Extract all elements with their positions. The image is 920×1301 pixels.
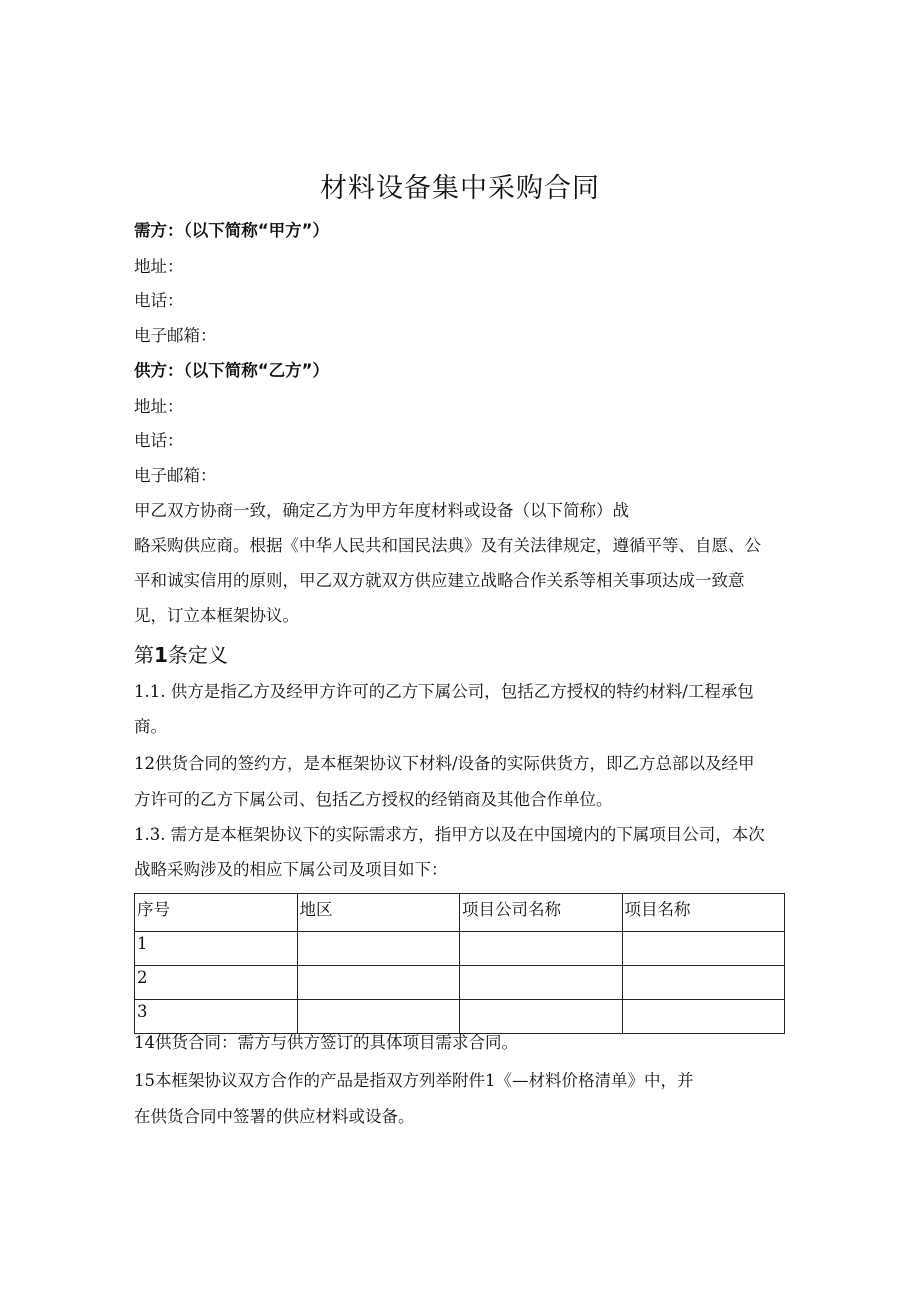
section-1-prefix: 第	[134, 643, 154, 667]
clause-1-1-line: 1.1. 供方是指乙方及经甲方许可的乙方下属公司，包括乙方授权的特约材料/工程承包	[134, 682, 754, 701]
seller-email: 电子邮箱：	[134, 466, 217, 485]
table-cell: 1	[135, 932, 298, 966]
intro-paragraph-line: 甲乙双方协商一致，确定乙方为甲方年度材料或设备（以下简称）战	[134, 501, 629, 520]
seller-phone: 电话：	[134, 431, 184, 450]
clause-1-2-line: 12供货合同的签约方，是本框架协议下材料/设备的实际供货方，即乙方总部以及经甲	[134, 754, 755, 773]
table-cell	[622, 966, 785, 1000]
intro-paragraph-line: 见，订立本框架协议。	[134, 606, 299, 625]
clause-1-2-line: 方许可的乙方下属公司、包括乙方授权的经销商及其他合作单位。	[134, 790, 613, 809]
table-header-cell: 项目公司名称	[460, 894, 623, 932]
seller-heading: 供方：（以下简称“乙方”）	[134, 361, 329, 380]
section-1-number: 1	[154, 643, 168, 667]
table-cell: 3	[135, 1000, 298, 1034]
clause-1-5-line: 在供货合同中签署的供应材料或设备。	[134, 1107, 415, 1126]
table-cell	[460, 932, 623, 966]
table-header-cell: 序号	[135, 894, 298, 932]
intro-paragraph-line: 略采购供应商。根据《中华人民共和国民法典》及有关法律规定，遵循平等、自愿、公	[134, 536, 761, 555]
table-cell	[622, 1000, 785, 1034]
document-title: 材料设备集中采购合同	[320, 173, 600, 204]
table-row	[135, 932, 785, 966]
section-1-suffix: 条定义	[167, 643, 228, 667]
clause-1-1-line: 商。	[134, 717, 167, 736]
buyer-heading: 需方：（以下简称“甲方”）	[134, 221, 329, 240]
buyer-address: 地址：	[134, 257, 184, 276]
table-header-row	[135, 894, 785, 932]
project-table	[134, 893, 785, 1034]
buyer-email: 电子邮箱：	[134, 326, 217, 345]
clause-1-3-line: 1.3. 需方是本框架协议下的实际需求方，指甲方以及在中国境内的下属项目公司，本次	[134, 825, 765, 844]
table-cell	[460, 966, 623, 1000]
clause-1-4: 14供货合同：需方与供方签订的具体项目需求合同。	[134, 1033, 518, 1052]
table-cell	[297, 932, 460, 966]
intro-paragraph-line: 平和诚实信用的原则，甲乙双方就双方供应建立战略合作关系等相关事项达成一致意	[134, 571, 745, 590]
table-cell: 2	[135, 966, 298, 1000]
table-cell	[622, 932, 785, 966]
buyer-phone: 电话：	[134, 291, 184, 310]
table-row	[135, 966, 785, 1000]
section-1-heading	[134, 639, 228, 668]
clause-1-5-line: 15本框架协议双方合作的产品是指双方列举附件1《—材料价格清单》中，并	[134, 1071, 694, 1090]
table-header-cell: 地区	[297, 894, 460, 932]
seller-address: 地址：	[134, 397, 184, 416]
table-header-cell: 项目名称	[622, 894, 785, 932]
clause-1-3-line: 战略采购涉及的相应下属公司及项目如下：	[134, 860, 448, 879]
table-cell	[297, 966, 460, 1000]
